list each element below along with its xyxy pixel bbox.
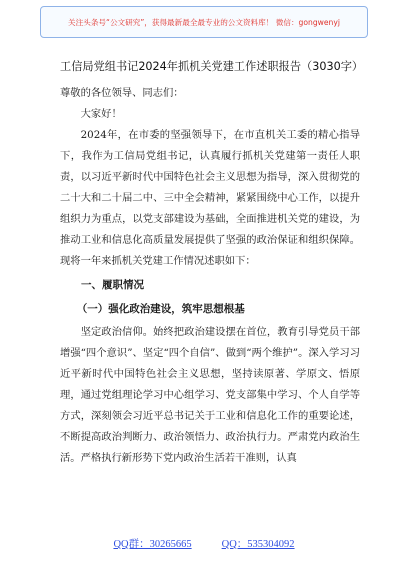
qq-contact-link[interactable]: QQ：535304092 <box>221 539 295 550</box>
section-heading: 一、履职情况 <box>81 279 144 291</box>
document-body <box>60 56 364 469</box>
salutation: 尊敬的各位领导、同志们： <box>60 87 184 99</box>
subsection-heading: （一）强化政治建设，筑牢思想根基 <box>76 303 245 315</box>
footer-contacts <box>0 536 408 551</box>
document-title: 工信局党组书记2024年抓机关党建工作述职报告（3030字） <box>60 60 364 73</box>
promo-banner <box>40 6 368 38</box>
body-paragraph: 坚定政治信仰。始终把政治建设摆在首位，教育引导党员干部增强“四个意识”、坚定“四个自信”、做到“两个维护”。深入学习习近平新时代中国特色社会主义思想，坚持读原著、学原文、悟原理，通过党组理论学习中心组学习、党支部集中学习、个人自学等方式，深刻领会习近平总书记关于工业和信息化工作的重要论述，不断提高政治判断力、政治领悟力、政治执行力。严肃党内政治生活。严格执行新形势下党内政治生活若干准则，认真 <box>60 326 360 464</box>
promo-banner-text: 关注头条号“公文研究”，获得最新最全最专业的公文资料库！ 微信：gongwenyj <box>68 17 340 27</box>
greeting: 大家好！ <box>80 108 122 120</box>
qq-group-link[interactable]: QQ群：30265665 <box>113 539 192 550</box>
intro-paragraph: 2024年，在市委的坚强领导下，在市直机关工委的精心指导下，我作为工信局党组书记，认真履行抓机关党建第一责任人职责，以习近平新时代中国特色社会主义思想为指导，深入贯彻党的二十大和二十届二中、三中全会精神，紧紧围绕中心工作，以提升组织力为重点，以党支部建设为基础，全面推进机关党的建设，为推动工业和信息化高质量发展提供了坚强的政治保证和组织保障。现将一年来抓机关党建工作情况述职如下： <box>60 129 360 267</box>
